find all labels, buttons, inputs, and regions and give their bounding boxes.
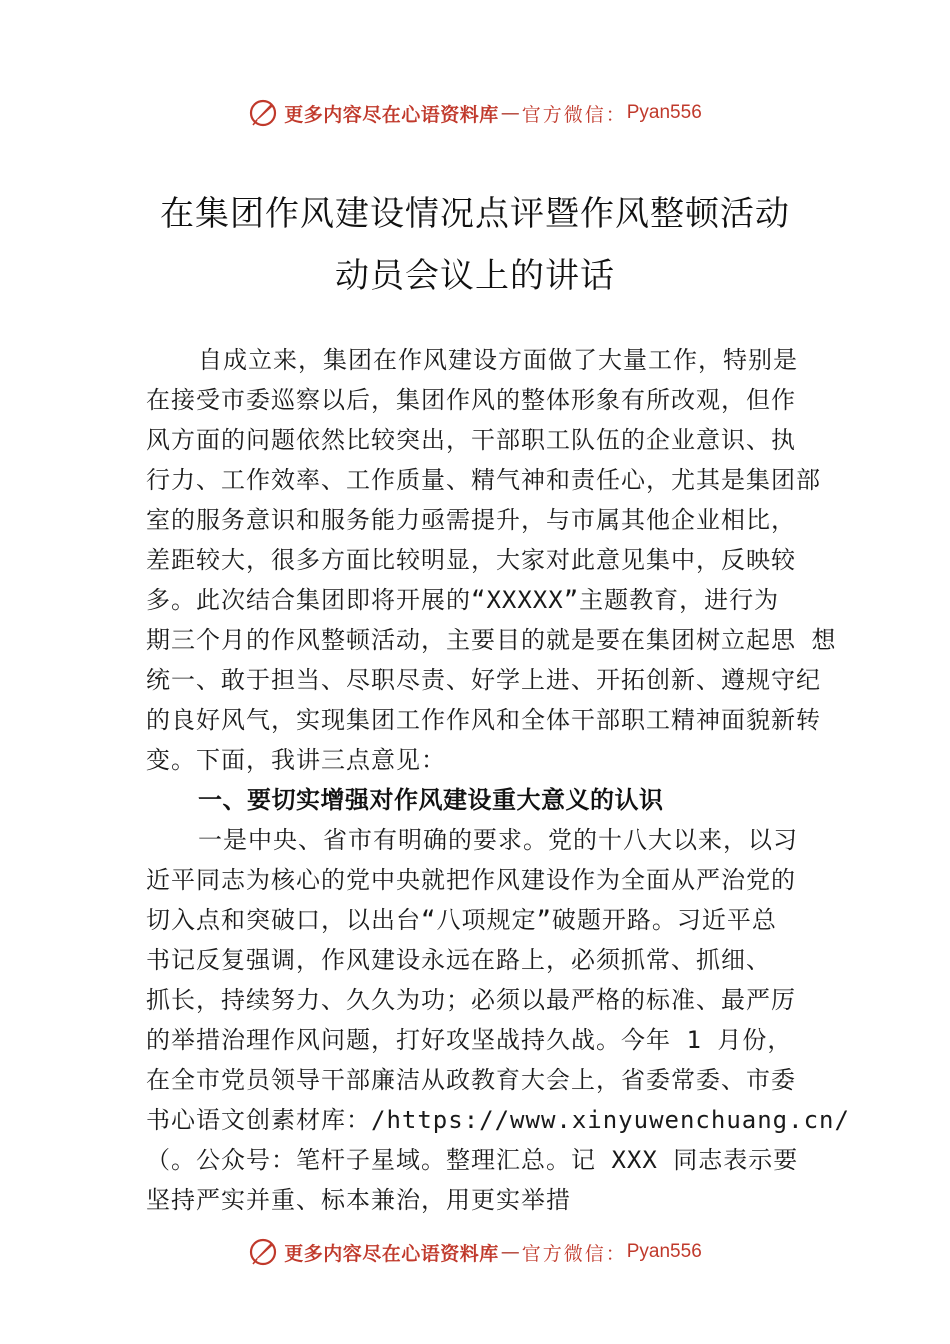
- paragraph2-line: 的举措治理作风问题，打好攻坚战持久战。今年 1 月份，: [146, 1026, 793, 1054]
- paragraph2-line: 在全市党员领导干部廉洁从政教育大会上，省委常委、市委: [146, 1066, 796, 1094]
- watermark-separator: —: [500, 102, 520, 124]
- paragraph1-line: 变。下面，我讲三点意见：: [146, 746, 446, 774]
- feather-pen-icon: [248, 1237, 278, 1267]
- paragraph1-line: 期三个月的作风整顿活动，主要目的就是要在集团树立起思 想: [146, 626, 837, 654]
- section-heading: 一、要切实增强对作风建设重大意义的认识: [198, 786, 664, 814]
- watermark-banner-bottom: [0, 1232, 950, 1272]
- paragraph2-line: 书心语文创素材库：/https://www.xinyuwenchuang.cn/: [146, 1106, 850, 1134]
- paragraph1-line: 自成立来，集团在作风建设方面做了大量工作，特别是: [198, 346, 798, 374]
- watermark-banner-top: [0, 93, 950, 133]
- paragraph1-line: 的良好风气，实现集团工作作风和全体干部职工精神面貌新转: [146, 706, 821, 734]
- document-title-line1: 在集团作风建设情况点评暨作风整顿活动: [160, 194, 790, 234]
- paragraph2-line: 近平同志为核心的党中央就把作风建设作为全面从严治党的: [146, 866, 796, 894]
- document-title-line2: 动员会议上的讲话: [335, 256, 615, 296]
- watermark-brand: 更多内容尽在心语资料库: [284, 1242, 499, 1265]
- paragraph1-line: 行力、工作效率、工作质量、精气神和责任心，尤其是集团部: [146, 466, 821, 494]
- watermark-separator: —: [500, 1241, 520, 1263]
- watermark-wechat-label: 官方微信：: [521, 1242, 627, 1265]
- paragraph1-line: 在接受市委巡察以后，集团作风的整体形象有所改观，但作: [146, 386, 796, 414]
- paragraph2-line: 抓长，持续努力、久久为功；必须以最严格的标准、最严厉: [146, 986, 796, 1014]
- paragraph1-line: 差距较大，很多方面比较明显，大家对此意见集中，反映较: [146, 546, 796, 574]
- watermark-brand: 更多内容尽在心语资料库: [284, 103, 499, 126]
- paragraph2-line: （。公众号：笔杆子星域。整理汇总。记 XXX 同志表示要: [146, 1146, 799, 1174]
- paragraph2-line: 坚持严实并重、标本兼治，用更实举措: [146, 1186, 571, 1214]
- watermark-wechat-label: 官方微信：: [521, 103, 627, 126]
- paragraph2-line: 切入点和突破口，以出台“八项规定”破题开路。习近平总: [146, 906, 777, 934]
- watermark-wechat-account: Pyan556: [626, 102, 702, 123]
- feather-pen-icon: [248, 98, 278, 128]
- paragraph1-line: 风方面的问题依然比较突出，干部职工队伍的企业意识、执: [146, 426, 796, 454]
- paragraph2-line: 一是中央、省市有明确的要求。党的十八大以来，以习: [198, 826, 798, 854]
- paragraph1-line: 统一、敢于担当、尽职尽责、好学上进、开拓创新、遵规守纪: [146, 666, 821, 694]
- paragraph1-line: 室的服务意识和服务能力亟需提升，与市属其他企业相比，: [146, 506, 796, 534]
- paragraph2-line: 书记反复强调，作风建设永远在路上，必须抓常、抓细、: [146, 946, 771, 974]
- document-body: [146, 340, 850, 1220]
- watermark-wechat-account: Pyan556: [626, 1241, 702, 1262]
- paragraph1-line: 多。此次结合集团即将开展的“XXXXX”主题教育，进行为: [146, 586, 780, 614]
